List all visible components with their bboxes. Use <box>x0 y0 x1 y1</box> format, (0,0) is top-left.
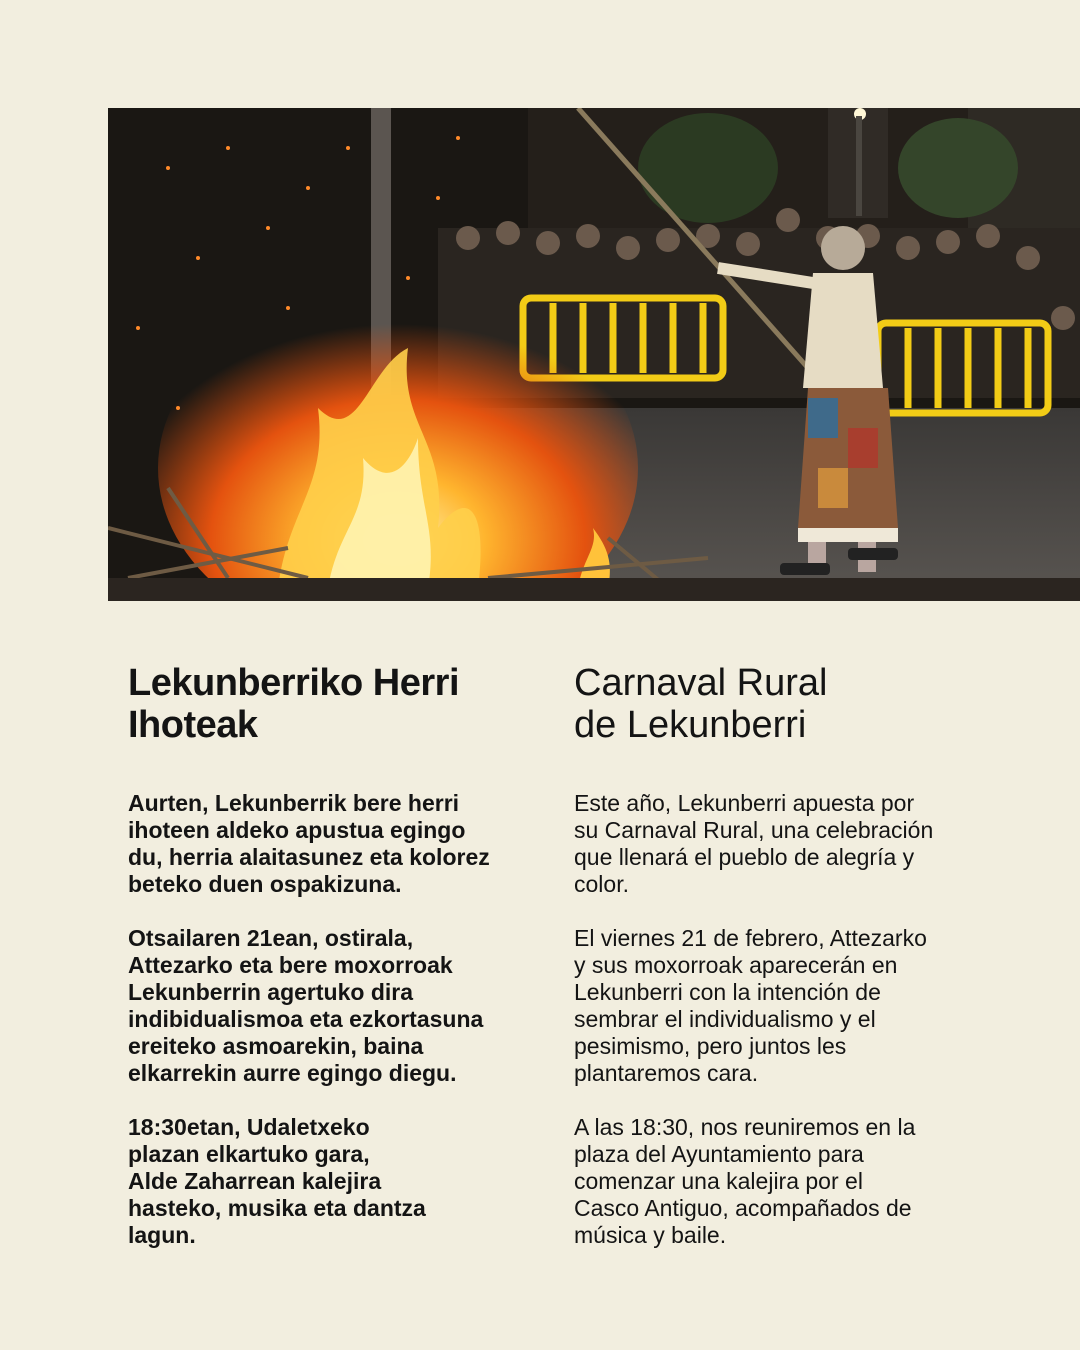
basque-paragraph-2: Otsailaren 21ean, ostirala, Attezarko eta bere moxorroak Lekunberrin agertuko dira indibidualismoa eta ezkortasuna ereiteko asmoarekin, baina elkarrekin aurre egingo diegu. <box>128 925 484 1086</box>
basque-title: Lekunberriko Herri Ihoteak <box>128 662 459 746</box>
event-photo <box>108 108 1080 601</box>
bonfire-photo-illustration <box>108 108 1080 601</box>
basque-paragraph-1: Aurten, Lekunberrik bere herri ihoteen aldeko apustua egingo du, herria alaitasunez eta kolorez beteko duen ospakizuna. <box>128 790 490 897</box>
basque-paragraph-3: 18:30etan, Udaletxeko plazan elkartuko gara, Alde Zaharrean kalejira hasteko, musika eta dantza lagun. <box>128 1114 426 1248</box>
spanish-paragraph-3: A las 18:30, nos reuniremos en la plaza del Ayuntamiento para comenzar una kalejira por el Casco Antiguo, acompañados de música y baile. <box>574 1114 916 1248</box>
spanish-paragraph-1: Este año, Lekunberri apuesta por su Carnaval Rural, una celebración que llenará el pueblo de alegría y color. <box>574 790 934 897</box>
spanish-column <box>574 662 1004 1276</box>
spanish-paragraph-2: El viernes 21 de febrero, Attezarko y sus moxorroak aparecerán en Lekunberri con la intención de sembrar el individualismo y el pesimismo, pero juntos les plantaremos cara. <box>574 925 927 1086</box>
basque-column <box>128 662 548 1276</box>
spanish-title: Carnaval Rural de Lekunberri <box>574 662 828 746</box>
